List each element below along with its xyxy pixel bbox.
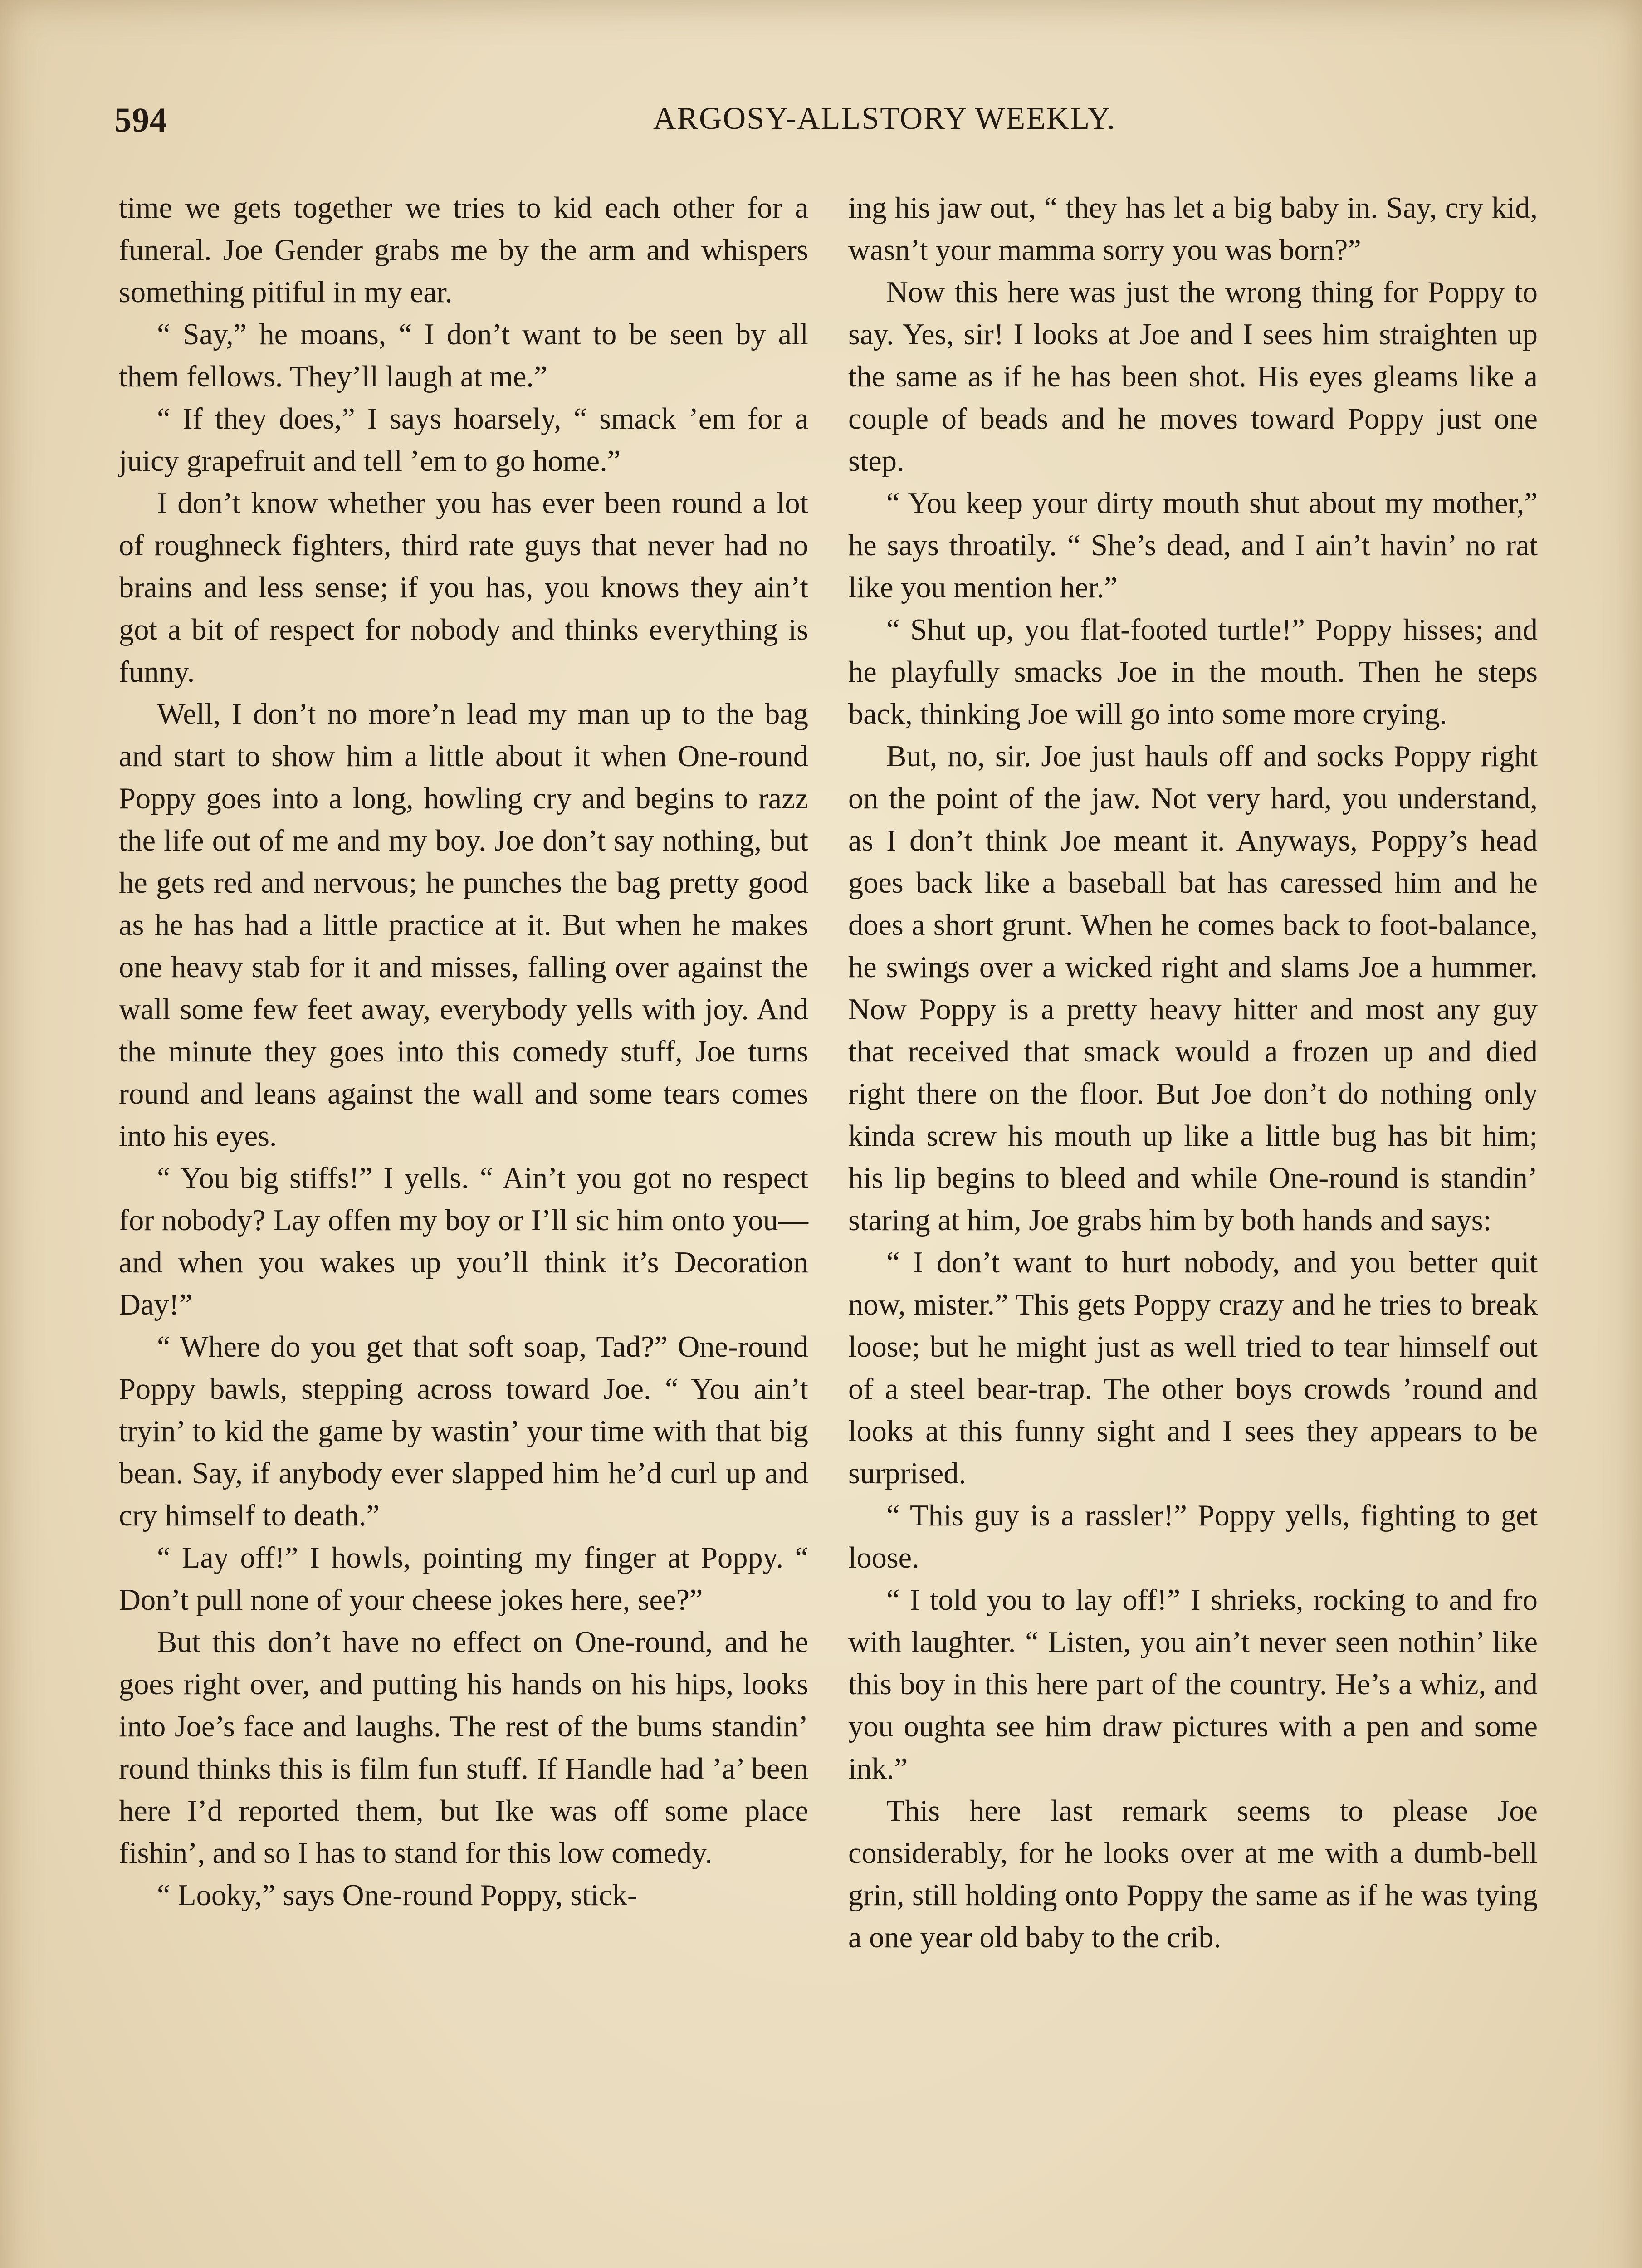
paragraph: “ I told you to lay off!” I shrieks, rocking to and fro with laughter. “ Listen, you ain’t never seen nothin’ like this boy in this here part of the country. He’s a whiz, and you oughta see him draw pictures with a pen and some ink.” <box>848 1584 1538 1785</box>
running-head-text: ARGOSY-ALLSTORY WEEKLY. <box>653 101 1116 136</box>
paragraph: “ This guy is a rassler!” Poppy yells, fighting to get loose. <box>848 1499 1538 1574</box>
paragraph: “ I don’t want to hurt nobody, and you better quit now, mister.” This gets Poppy crazy and he tries to break loose; but he might just as well tried to tear himself out of a steel bear-trap. The other boys crowds ’round and looks at this funny sight and I sees they appears to be surprised. <box>848 1246 1538 1490</box>
paragraph: But, no, sir. Joe just hauls off and socks Poppy right on the point of the jaw. Not very hard, you understand, as I don’t think Joe meant it. Anyways, Poppy’s head goes back like a baseball bat has caressed him and he does a short grunt. When he comes back to foot-balance, he swings over a wicked right and slams Joe a hummer. Now Poppy is a pretty heavy hitter and most any guy that received that smack would a frozen up and died right there on the floor. But Joe don’t do nothing only kinda screw his mouth up like a little bug has bit him; his lip begins to bleed and while One-round is standin’ staring at him, Joe grabs him by both hands and says: <box>848 740 1538 1237</box>
left-text-column <box>119 187 808 1916</box>
right-text-column <box>848 187 1538 1959</box>
paragraph: “ Looky,” says One-round Poppy, stick- <box>157 1879 637 1912</box>
paragraph: “ If they does,” I says hoarsely, “ smack ’em for a juicy grapefruit and tell ’em to go home.” <box>119 402 808 478</box>
running-head <box>0 101 1642 137</box>
paragraph: ing his jaw out, “ they has let a big baby in. Say, cry kid, wasn’t your mamma sorry you was born?” <box>848 191 1538 267</box>
page-number: 594 <box>114 101 167 139</box>
paragraph: time we gets together we tries to kid each other for a funeral. Joe Gender grabs me by the arm and whispers something pitiful in my ear. <box>119 191 808 309</box>
paragraph: But this don’t have no effect on One-round, and he goes right over, and putting his hands on his hips, looks into Joe’s face and laughs. The rest of the bums standin’ round thinks this is film fun stuff. If Handle had ’a’ been here I’d reported them, but Ike was off some place fishin’, and so I has to stand for this low comedy. <box>119 1626 808 1870</box>
paragraph: “ You big stiffs!” I yells. “ Ain’t you got no respect for nobody? Lay offen my boy or I’ll sic him onto you—and when you wakes up you’ll think it’s Decoration Day!” <box>119 1162 808 1321</box>
paragraph: “ Say,” he moans, “ I don’t want to be seen by all them fellows. They’ll laugh at me.” <box>119 318 808 393</box>
paragraph: I don’t know whether you has ever been round a lot of roughneck fighters, third rate guys that never had no brains and less sense; if you has, you knows they ain’t got a bit of respect for nobody and thinks everything is funny. <box>119 487 808 689</box>
paragraph: “ Lay off!” I howls, pointing my finger at Poppy. “ Don’t pull none of your cheese jokes here, see?” <box>119 1541 808 1617</box>
paragraph: Well, I don’t no more’n lead my man up to the bag and start to show him a little about it when One-round Poppy goes into a long, howling cry and begins to razz the life out of me and my boy. Joe don’t say nothing, but he gets red and nervous; he punches the bag pretty good as he has had a little practice at it. But when he makes one heavy stab for it and misses, falling over against the wall some few feet away, everybody yells with joy. And the minute they goes into this comedy stuff, Joe turns round and leans against the wall and some tears comes into his eyes. <box>119 698 808 1153</box>
paragraph: “ Where do you get that soft soap, Tad?” One-round Poppy bawls, stepping across toward Joe. “ You ain’t tryin’ to kid the game by wastin’ your time with that big bean. Say, if anybody ever slapped him he’d curl up and cry himself to death.” <box>119 1330 808 1532</box>
paragraph: This here last remark seems to please Joe considerably, for he looks over at me with a dumb-bell grin, still holding onto Poppy the same as if he was tying a one year old baby to the crib. <box>848 1794 1538 1954</box>
paragraph: Now this here was just the wrong thing for Poppy to say. Yes, sir! I looks at Joe and I sees him straighten up the same as if he has been shot. His eyes gleams like a couple of beads and he moves toward Poppy just one step. <box>848 276 1538 478</box>
paragraph: “ Shut up, you flat-footed turtle!” Poppy hisses; and he playfully smacks Joe in the mouth. Then he steps back, thinking Joe will go into some more crying. <box>848 613 1538 731</box>
paragraph: “ You keep your dirty mouth shut about my mother,” he says throatily. “ She’s dead, and I ain’t havin’ no rat like you mention her.” <box>848 487 1538 604</box>
